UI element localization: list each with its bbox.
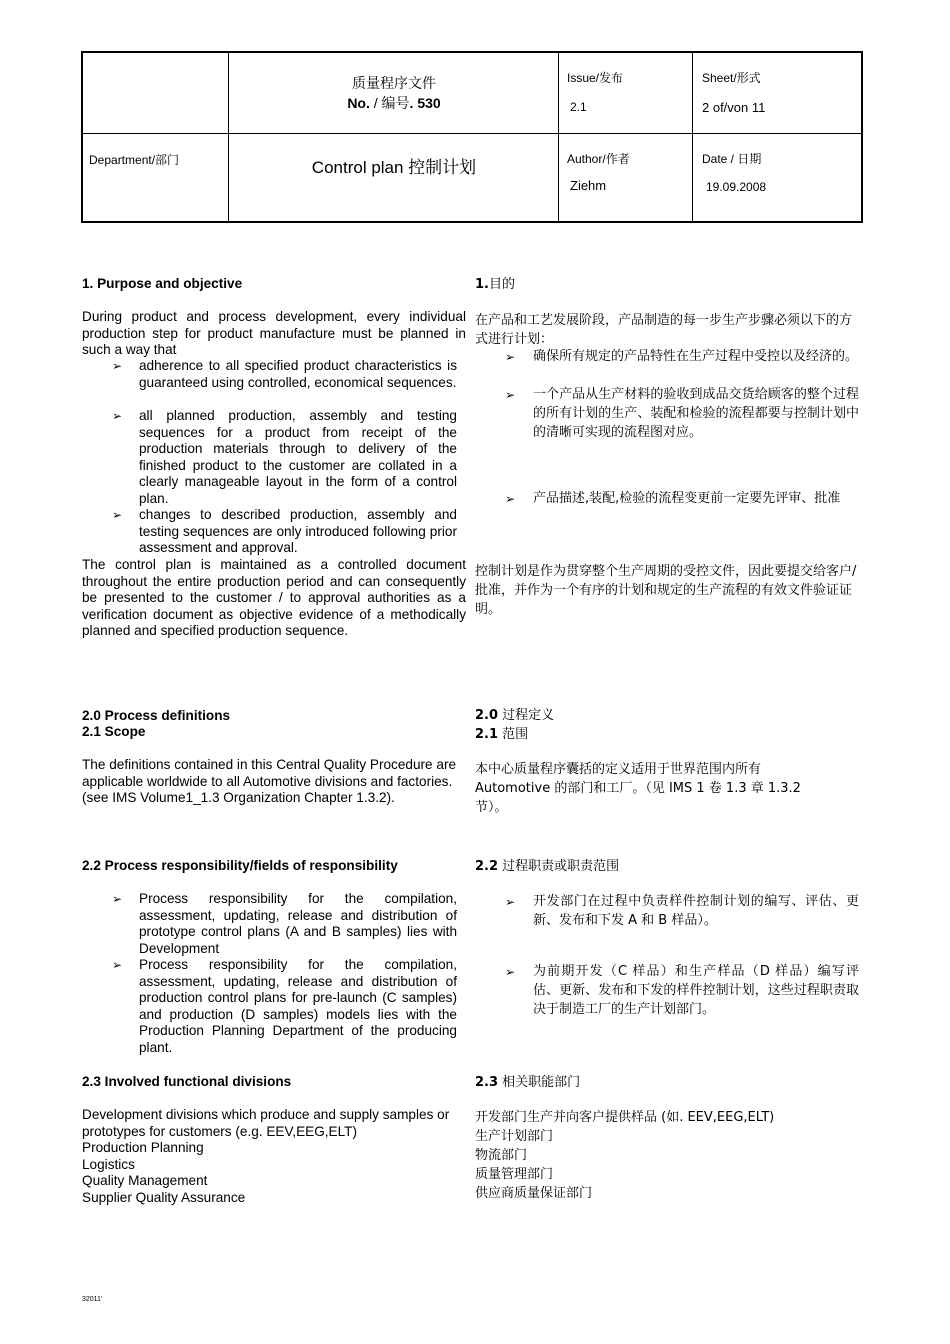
section2-1-heading-cn <box>475 725 861 744</box>
list-item: 质量管理部门 <box>475 1167 554 1182</box>
list-item: Process responsibility for the compilation, assessment, updating, release and distribution of production control plans for pre-launch (C samples) and production (D samples) models lies with the Production Planning Department of the producing plant. <box>139 957 457 1055</box>
section1-heading-cn-num: 1. <box>475 277 489 292</box>
document-type <box>229 73 559 113</box>
section2-3-heading-cn <box>475 1073 861 1092</box>
issue-label: Issue/发布 <box>567 71 624 85</box>
bullet-arrow-icon: ➢ <box>505 492 516 506</box>
list-item: Development divisions which produce and supply samples or prototypes for customers (e.g. EEV,EEG,ELT) <box>82 1107 450 1139</box>
list-item: adherence to all specified product characteristics is guaranteed using controlled, economical sequences. <box>139 358 457 390</box>
section2-3-heading-cn-text: 相关职能部门 <box>502 1075 581 1090</box>
section2-heading-cn-text: 过程定义 <box>502 708 555 723</box>
header-row-divider <box>83 133 861 134</box>
section2-2-heading-cn-num: 2.2 <box>475 859 499 874</box>
list-item: changes to described production, assembly and testing sequences are only introduced following prior assessment and approval. <box>139 507 457 556</box>
section2-1-heading-cn-text: 范围 <box>502 727 529 742</box>
department-label: Department/部门 <box>89 153 180 167</box>
section2-heading-cn <box>475 706 861 725</box>
bullet-arrow-icon: ➢ <box>112 359 123 373</box>
list-item: all planned production, assembly and testing sequences for a product from receipt of the production materials through to delivery of the finished product to the customer are collated in a clearly manageable layout in the form of a control plan. <box>139 408 457 506</box>
document-number-value: . 530 <box>409 95 441 111</box>
document-number-sep: / <box>373 95 378 111</box>
date-label: Date / 日期 <box>702 152 762 166</box>
text-line: Automotive 的部门和工厂。（见 IMS 1 卷 1.3 章 1.3.2 <box>475 781 801 796</box>
section1-heading-en: 1. Purpose and objective <box>82 276 243 291</box>
section1-bullets-en <box>82 358 466 558</box>
bullet-arrow-icon: ➢ <box>112 508 123 522</box>
author-value: Ziehm <box>570 178 607 193</box>
page-title: Control plan 控制计划 <box>311 158 477 177</box>
section2-heading-cn-num: 2.0 <box>475 708 499 723</box>
list-item: 供应商质量保证部门 <box>475 1186 593 1201</box>
list-item: Production Planning <box>82 1140 204 1156</box>
section2-3-heading-en: 2.3 Involved functional divisions <box>82 1074 292 1089</box>
section2-2-bullets-cn <box>475 892 861 1032</box>
text-line: 本中心质量程序囊括的定义适用于世界范围内所有 <box>475 762 762 777</box>
list-item: 一个产品从生产材料的验收到成品交货给顾客的整个过程的所有计划的生产、装配和检验的流程都要与控制计划中的清晰可实现的流程图对应。 <box>533 387 859 440</box>
section2-1-text-cn <box>475 760 861 817</box>
section1-heading-cn <box>475 275 861 294</box>
bullet-arrow-icon: ➢ <box>505 895 516 909</box>
section2-2-heading-en: 2.2 Process responsibility/fields of responsibility <box>82 858 398 873</box>
bullet-arrow-icon: ➢ <box>505 388 516 402</box>
text-line: 节）。 <box>475 800 508 815</box>
list-item: Quality Management <box>82 1173 208 1189</box>
bullet-arrow-icon: ➢ <box>112 409 123 423</box>
list-item: 产品描述,装配,检验的流程变更前一定要先评审、批准 <box>533 491 841 506</box>
bullet-arrow-icon: ➢ <box>112 958 123 972</box>
bullet-arrow-icon: ➢ <box>505 965 516 979</box>
section2-2-heading-cn-text: 过程职责或职责范围 <box>502 859 620 874</box>
section1-heading-cn-text: 目的 <box>488 277 515 292</box>
section2-2-heading-cn <box>475 857 861 876</box>
date-value: 19.09.2008 <box>706 180 767 194</box>
list-item: Process responsibility for the compilation, assessment, updating, release and distribution of prototype control plans (A and B samples) lies with Development <box>139 891 457 956</box>
section1-outro-en: The control plan is maintained as a controlled document throughout the entire production period and can consequently be presented to the customer / to approval authorities as a verification document as objective evidence of a methodically planned and specified production sequence. <box>82 557 466 639</box>
section2-3-list-en <box>82 1107 466 1207</box>
document-number-cn: 编号 <box>381 95 410 111</box>
list-item: Supplier Quality Assurance <box>82 1189 246 1205</box>
issue-value: 2.1 <box>570 100 587 114</box>
footer-code: 32011' <box>82 1296 103 1303</box>
section1-outro-cn: 控制计划是作为贯穿整个生产周期的受控文件，因此要提交给客户/批准，并作为一个有序的计划和规定的生产流程的有效文件验证证明。 <box>475 564 857 617</box>
list-item: 确保所有规定的产品特性在生产过程中受控以及经济的。 <box>533 349 859 364</box>
list-item: 开发部门在过程中负责样件控制计划的编写、评估、更新、发布和下发 A 和 B 样品）。 <box>533 894 859 928</box>
section1-bullets-cn <box>475 347 861 537</box>
list-item: Logistics <box>82 1156 135 1172</box>
list-item: 为前期开发（C 样品）和生产样品（D 样品）编写评估、更新、发布和下发的样件控制计划，这些过程职责取决于制造工厂的生产计划部门。 <box>533 964 859 1017</box>
header-divider <box>692 53 693 221</box>
section2-1-heading-cn-num: 2.1 <box>475 727 499 742</box>
list-item: 开发部门生产并向客户提供样品 (如. EEV,EEG,ELT) <box>475 1110 775 1125</box>
bullet-arrow-icon: ➢ <box>112 892 123 906</box>
author-label: Author/作者 <box>567 152 630 166</box>
section1-intro-cn: 在产品和工艺发展阶段，产品制造的每一步生产步骤必须以下的方式进行计划： <box>475 313 853 347</box>
sheet-label: Sheet/形式 <box>702 71 761 85</box>
section2-2-bullets-en <box>82 891 466 1061</box>
header-table <box>81 51 863 223</box>
section2-3-list-cn <box>475 1108 861 1203</box>
section1-intro-en: During product and process development, every individual production step for product manufacture must be planned in such a way that <box>82 309 466 358</box>
sheet-value: 2 of/von 11 <box>702 100 766 115</box>
document-number-label: No. <box>347 95 370 111</box>
document-number <box>229 93 559 113</box>
section2-1-heading-en: 2.1 Scope <box>82 724 146 739</box>
section2-heading-en: 2.0 Process definitions <box>82 708 231 723</box>
bullet-arrow-icon: ➢ <box>505 350 516 364</box>
section2-1-text-en: The definitions contained in this Central Quality Procedure are applicable worldwide to all Automotive divisions and factories. (see IMS Volume1_1.3 Organization Chapter 1.3.2). <box>82 757 457 806</box>
section2-3-heading-cn-num: 2.3 <box>475 1075 499 1090</box>
document-type-cn: 质量程序文件 <box>352 75 436 91</box>
list-item: 生产计划部门 <box>475 1129 554 1144</box>
list-item: 物流部门 <box>475 1148 528 1163</box>
